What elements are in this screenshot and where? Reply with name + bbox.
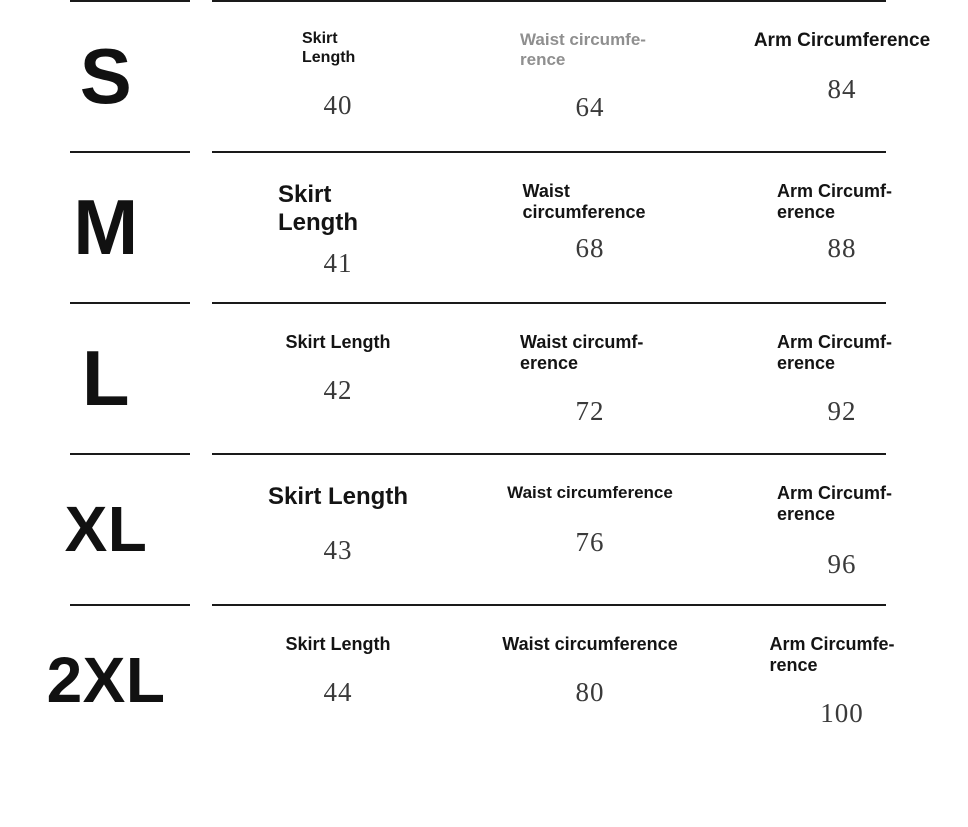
measure-waist-circumference xyxy=(464,151,716,302)
measure-value: 80 xyxy=(575,677,605,708)
measure-arm-circumference xyxy=(716,604,968,755)
measure-label: Arm Circumf-erence xyxy=(777,483,893,525)
measure-label: Waist circumf-erence xyxy=(520,332,644,374)
measure-value: 41 xyxy=(323,247,353,278)
table-row xyxy=(0,453,968,604)
table-row xyxy=(0,604,968,755)
measure-group xyxy=(212,453,968,604)
measure-value: 92 xyxy=(827,396,857,427)
measure-value: 43 xyxy=(323,535,353,566)
measure-skirt-length xyxy=(212,0,464,151)
measure-label: Skirt Length xyxy=(285,332,391,352)
size-cell xyxy=(0,453,212,604)
measure-label: Skirt Length xyxy=(267,483,408,510)
size-label: 2XL xyxy=(46,643,166,716)
row-divider-left xyxy=(70,453,190,455)
size-label: XL xyxy=(64,492,148,565)
measure-value: 76 xyxy=(575,527,605,558)
measure-group xyxy=(212,604,968,755)
size-cell xyxy=(0,0,212,151)
table-row xyxy=(0,0,968,151)
size-label: M xyxy=(73,182,139,271)
measure-label: Arm Circumfe-rence xyxy=(769,634,895,676)
measure-waist-circumference xyxy=(464,0,716,151)
measure-value: 40 xyxy=(323,89,353,120)
measure-arm-circumference xyxy=(716,453,968,604)
measure-group xyxy=(212,0,968,151)
measure-group xyxy=(212,302,968,453)
measure-waist-circumference xyxy=(464,302,716,453)
measure-waist-circumference xyxy=(464,453,716,604)
measure-skirt-length xyxy=(212,604,464,755)
measure-arm-circumference xyxy=(716,151,968,302)
measure-value: 44 xyxy=(323,677,353,708)
table-row xyxy=(0,151,968,302)
measure-label: Waist circumference xyxy=(507,483,673,502)
row-divider-right xyxy=(212,151,886,153)
row-divider-right xyxy=(212,604,886,606)
table-row xyxy=(0,302,968,453)
measure-label: Waist circumfe-rence xyxy=(520,30,646,70)
measure-arm-circumference xyxy=(716,0,968,151)
size-cell xyxy=(0,604,212,755)
size-label: S xyxy=(79,31,133,120)
row-divider-left xyxy=(70,302,190,304)
measure-value: 64 xyxy=(575,92,605,123)
measure-label: Waist circumference xyxy=(502,634,678,654)
measure-arm-circumference xyxy=(716,302,968,453)
row-divider-left xyxy=(70,0,190,2)
measure-skirt-length xyxy=(212,151,464,302)
measure-value: 68 xyxy=(575,233,605,264)
row-divider-right xyxy=(212,0,886,2)
measure-value: 88 xyxy=(827,233,857,264)
size-label: L xyxy=(81,333,131,422)
measure-label: Skirt Length xyxy=(278,181,358,237)
size-cell xyxy=(0,302,212,453)
measure-value: 84 xyxy=(827,74,857,105)
row-divider-right xyxy=(212,453,886,455)
row-divider-left xyxy=(70,604,190,606)
measure-label: Skirt Length xyxy=(285,634,391,654)
measure-value: 100 xyxy=(820,698,864,729)
measure-group xyxy=(212,151,968,302)
row-divider-left xyxy=(70,151,190,153)
measure-label: Arm Circumf-erence xyxy=(777,332,893,374)
measure-label: Arm Circumference xyxy=(753,30,931,51)
measure-waist-circumference xyxy=(464,604,716,755)
measure-label: Arm Circumf-erence xyxy=(777,181,893,223)
size-cell xyxy=(0,151,212,302)
measure-skirt-length xyxy=(212,302,464,453)
measure-value: 72 xyxy=(575,396,605,427)
measure-label: Waist circumference xyxy=(522,181,646,223)
measure-label: Skirt Length xyxy=(302,30,356,66)
measure-value: 96 xyxy=(827,549,857,580)
measure-value: 42 xyxy=(323,375,353,406)
measure-skirt-length xyxy=(212,453,464,604)
row-divider-right xyxy=(212,302,886,304)
